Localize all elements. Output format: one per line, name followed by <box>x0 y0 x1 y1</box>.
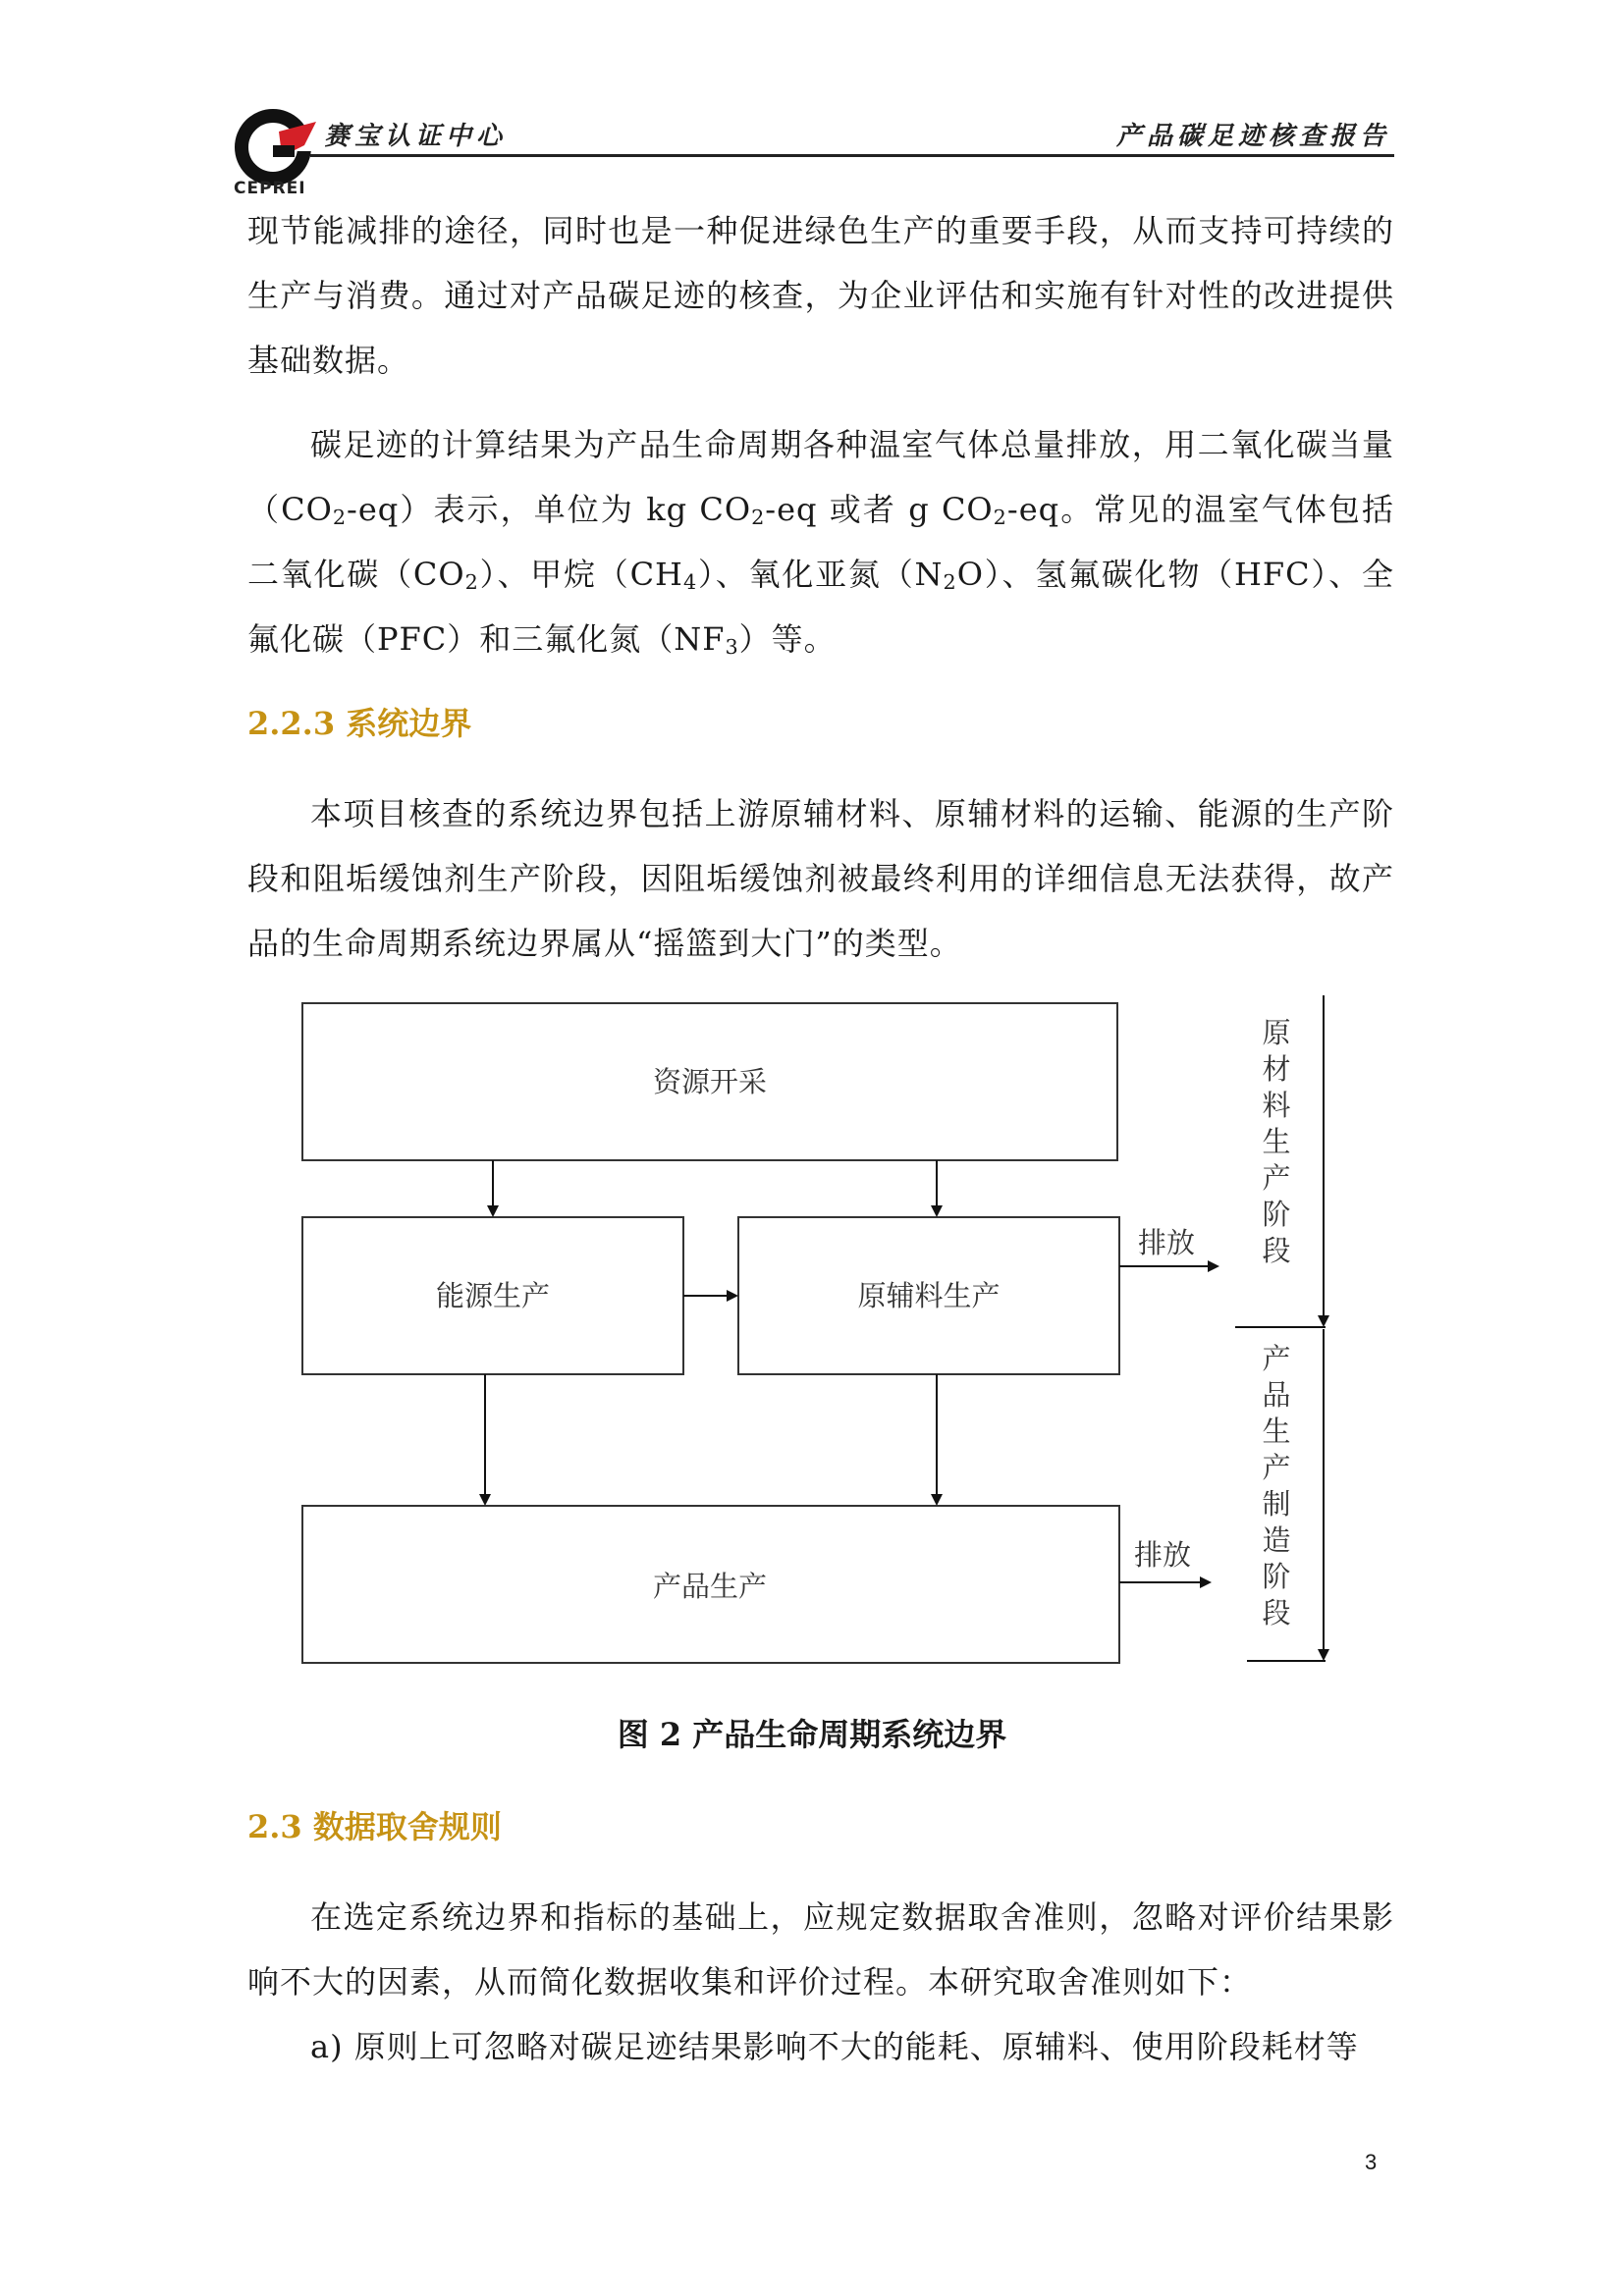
stage-label-char: 段 <box>1262 1596 1291 1629</box>
paragraph-text: 现节能减排的途径，同时也是一种促进绿色生产的重要手段，从而支持可持续的生产与消费。通过对产品碳足迹的核查，为企业评估和实施有针对性的改进提供基础数据。 <box>247 212 1394 379</box>
stage-label-raw-material <box>1262 1016 1290 1267</box>
paragraph-data-rules <box>247 1885 1394 2014</box>
system-boundary-diagram <box>295 993 1355 1681</box>
org-name: 赛宝认证中心 <box>324 122 508 151</box>
stage-label-product-manufacturing <box>1262 1342 1290 1629</box>
stage-label-char: 生 <box>1262 1415 1291 1448</box>
stage-label-char: 产 <box>1262 1161 1291 1195</box>
section-heading-data-rules: 2.3 数据取舍规则 <box>247 1808 502 1845</box>
report-title: 产品碳足迹核查报告 <box>1115 122 1390 151</box>
paragraph-text: 在选定系统边界和指标的基础上，应规定数据取舍准则，忽略对评价结果影响不大的因素，从而简化数据收集和评价过程。本研究取舍准则如下： <box>247 1898 1394 2001</box>
box-label-resource: 资源开采 <box>652 1065 768 1098</box>
box-label-energy: 能源生产 <box>435 1279 551 1312</box>
list-item-a <box>247 2014 1394 2079</box>
stage-label-char: 料 <box>1262 1089 1291 1122</box>
paragraph-continued <box>247 198 1394 393</box>
stage-label-char: 品 <box>1262 1378 1291 1412</box>
stage-label-char: 段 <box>1262 1234 1291 1267</box>
logo-wordmark: CEPREI <box>234 179 306 198</box>
list-item-text: a) 原则上可忽略对碳足迹结果影响不大的能耗、原辅料、使用阶段耗材等 <box>310 2028 1359 2065</box>
header-divider <box>310 154 1394 157</box>
stage-label-char: 原 <box>1262 1016 1291 1049</box>
stage-label-char: 制 <box>1262 1487 1291 1521</box>
emission-label-1: 排放 <box>1137 1226 1196 1259</box>
stage-label-char: 产 <box>1262 1451 1291 1484</box>
paragraph-carbon-result <box>247 412 1394 671</box>
section-heading-system-boundary: 2.2.3 系统边界 <box>247 705 472 742</box>
stage-label-char: 材 <box>1262 1052 1291 1086</box>
stage-label-char: 阶 <box>1262 1560 1291 1593</box>
paragraph-text: 本项目核查的系统边界包括上游原辅材料、原辅材料的运输、能源的生产阶段和阻垢缓蚀剂生产阶段，因阻垢缓蚀剂被最终利用的详细信息无法获得，故产品的生命周期系统边界属从“摇篮到大门”的类型。 <box>247 795 1394 962</box>
stage-label-char: 产 <box>1262 1342 1291 1375</box>
stage-label-char: 造 <box>1262 1523 1291 1557</box>
stage-label-char: 阶 <box>1262 1198 1291 1231</box>
page-number: 3 <box>1365 2150 1378 2174</box>
box-label-product: 产品生产 <box>652 1570 768 1603</box>
stage-label-char: 生 <box>1262 1125 1291 1158</box>
paragraph-system-boundary <box>247 781 1394 976</box>
paragraph-text: 碳足迹的计算结果为产品生命周期各种温室气体总量排放，用二氧化碳当量$(CO_2-eq)$表示，单位为 kg $CO_2-eq$ 或者 g $CO_2-eq$。常见的温室气体包括二氧化碳$(CO_2)$、甲烷$(CH_4)$、氧化亚氮$(N_2O)$、氢氟碳化物（HFC）、全氟化碳（PFC）和三氟化氮$(NF_3)$等。 <box>247 426 1394 660</box>
box-label-material: 原辅料生产 <box>857 1279 1001 1312</box>
figure-caption: 图 2 产品生命周期系统边界 <box>617 1716 1007 1753</box>
emission-label-2: 排放 <box>1133 1538 1192 1572</box>
